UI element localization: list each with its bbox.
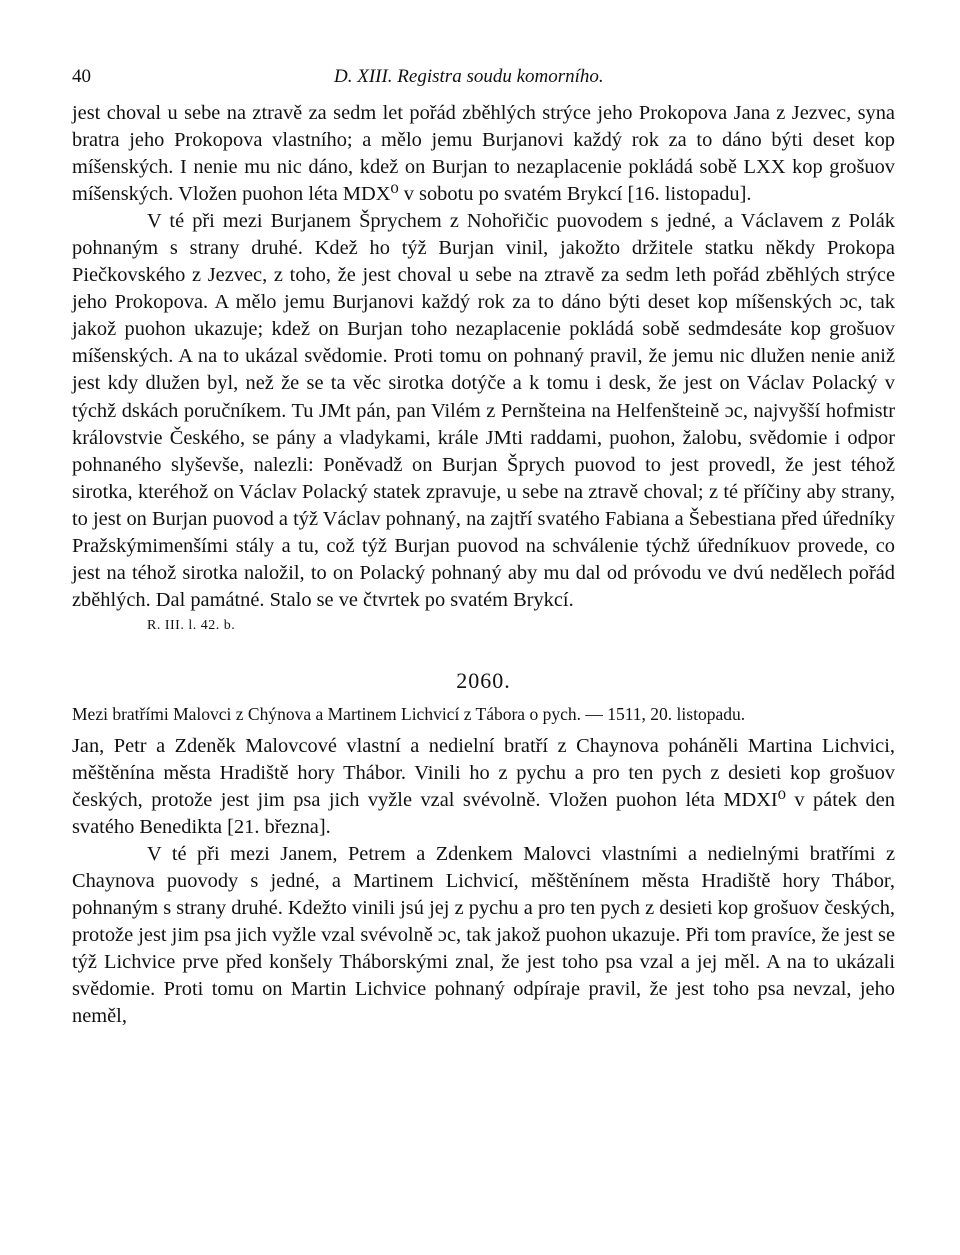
document-page — [72, 66, 895, 1030]
paragraph: jest choval u sebe na ztravě za sedm let pořád zběhlých strýce jeho Prokopova Jana z Jezvec, syna bratra jeho Prokopova vlastního; a mělo jemu Burjanovi každý rok za to dáno býti deset kop míšenských. I nenie mu nic dáno, kdež on Burjan to nezaplacenie pokládá sobě LXX kop grošuov míšenských. Vložen puohon léta MDX⁰ v sobotu po svatém Brykcí [16. listopadu]. — [72, 102, 895, 206]
entry-2060 — [72, 668, 895, 1031]
entry-summary: Mezi bratřími Malovci z Chýnova a Martinem Lichvicí z Tábora o pych. — 1511, 20. listopadu. — [72, 703, 746, 724]
running-title: D. XIII. Registra soudu komorního. — [334, 66, 604, 87]
previous-entry-continuation — [72, 100, 895, 634]
page-header — [72, 66, 895, 100]
page-number: 40 — [72, 66, 91, 87]
entry-number: 2060. — [456, 667, 511, 693]
paragraph: V té při mezi Janem, Petrem a Zdenkem Malovci vlastními a nedielnými bratřími z Chaynova puovody s jedné, a Martinem Lichvicí, měštěnínem města Hradiště hory Thábor, pohnaným s strany druhé. Kdežto vinili jsú jej z pychu a pro ten pych z desieti kop grošuov českých, protože jest jim psa jich vyžle vzal svévolně ɔc, tak jakož puohon ukazuje. Při tom pravíce, že jest se týž Lichvice prve před konšely Tháborskými znal, že jest toho psa vzal a jej měl. A na to ukázali svědomie. Proti tomu on Martin Lichvice pohnaný odpíraje pravil, že jest toho psa nevzal, jeho neměl, — [72, 843, 895, 1028]
paragraph: Jan, Petr a Zdeněk Malovcové vlastní a nedielní bratří z Chaynova poháněli Martina Lichvici, měštěnína města Hradiště hory Thábor. Vinili ho z pychu a pro ten pych z desieti kop grošuov českých, protože jest jim psa jich vyžle vzal svévolně. Vložen puohon léta MDXI⁰ v pátek den svatého Benedikta [21. března]. — [72, 734, 895, 839]
archival-reference: R. III. l. 42. b. — [147, 617, 236, 633]
paragraph: V té při mezi Burjanem Šprychem z Nohořičic puovodem s jedné, a Václavem z Polák pohnaným s strany druhé. Kdež ho týž Burjan vinil, jakožto držitele statku někdy Prokopa Piečkovského z Jezvec, z toho, že jest choval u sebe na ztravě za sedm leth pořád zběhlých strýce jeho Prokopova. A mělo jemu Burjanovi každý rok za to dáno býti deset kop míšenských ɔc, tak jakož puohon ukazuje; kdež on Burjan toho nezaplacenie pokládá sobě sedmdesáte kop grošuov míšenských. A na to ukázal svědomie. Proti tomu on pohnaný pravil, že jemu nic dlužen nenie aniž jest kdy dlužen byl, než že se ta věc sirotka dotýče a k tomu i desk, že jest on Václav Polacký v týchž dskách poručníkem. Tu JMt pán, pan Vilém z Pernšteina na Helfenšteině ɔc, najvyšší hofmistr královstvie Českého, se pány a vladykami, krále JMti raddami, puohon, žalobu, svědomie i odpor pohnaného slyševše, nalezli: Poněvadž on Burjan Šprych puovod to jest provedl, že jest téhož sirotka, kteréhož on Václav Polacký statek zpravuje, u sebe na ztravě choval; z té příčiny aby strany, to jest on Burjan puovod a týž Václav pohnaný, na zajtří svatého Fabiana a Šebestiana před úředníky Pražskýmimenšími stály a tu, což týž Burjan puovod na schválenie týchž úředníkuov provede, co jest na téhož sirotka naložil, to on Polacký pohnaný aby mu dal od próvodu ve dvú nedělech pořád zběhlých. Dal památné. Stalo se ve čtvrtek po svatém Brykcí. — [72, 210, 895, 611]
